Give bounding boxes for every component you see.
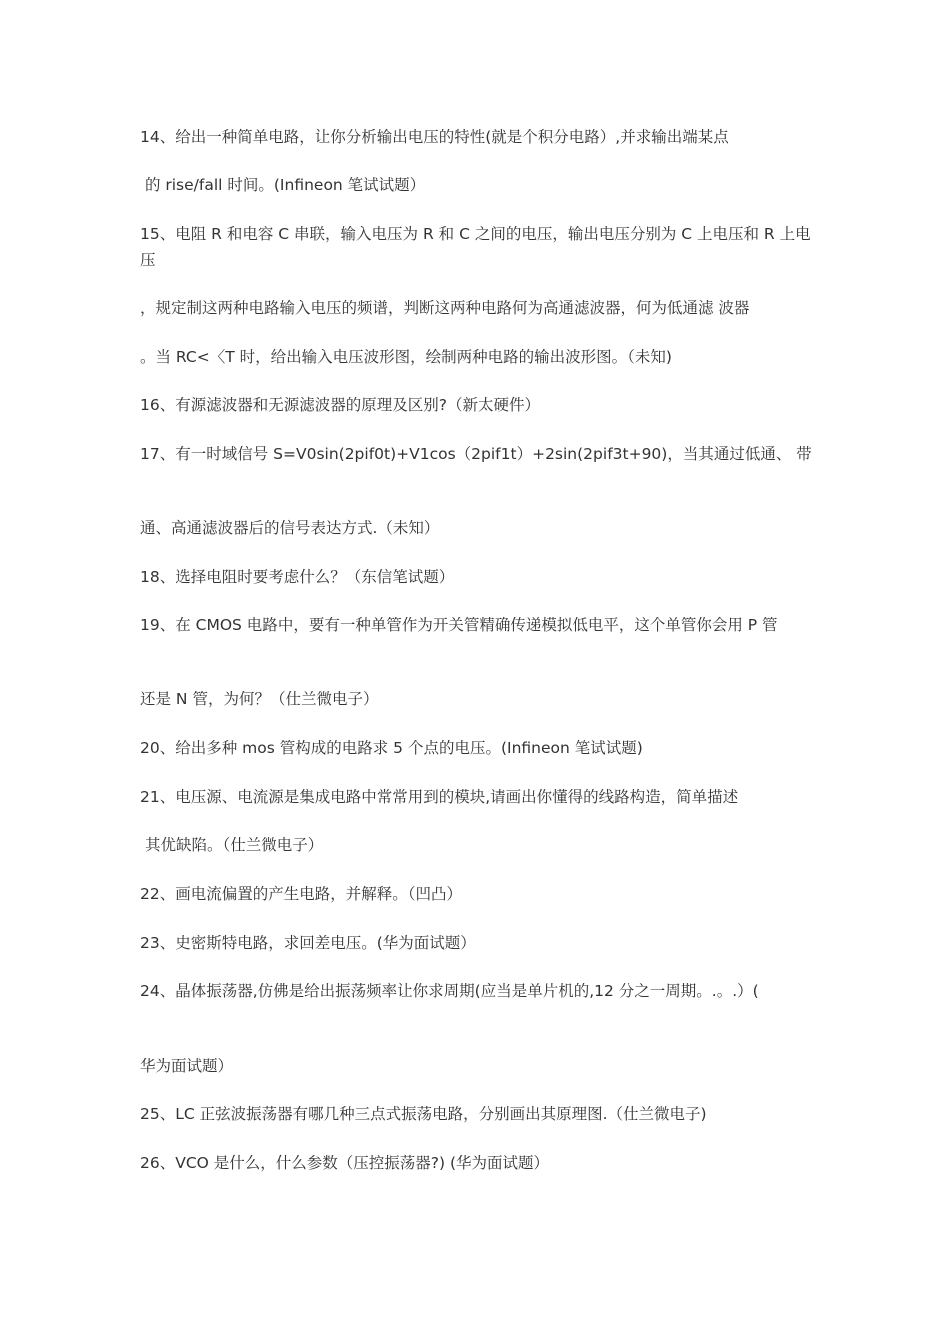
text-line-q15-b: ，规定制这两种电路输入电压的频谱，判断这两种电路何为高通滤波器，何为低通滤 波器 xyxy=(140,299,750,317)
text-line-q14-b: 的 rise/fall 时间。(Infineon 笔试试题） xyxy=(140,176,426,194)
text-line-q22: 22、画电流偏置的产生电路，并解释。（凹凸） xyxy=(140,885,462,903)
text-line-q24-a: 24、晶体振荡器,仿佛是给出振荡频率让你求周期(应当是单片机的,12 分之一周期。.。.）( xyxy=(140,982,759,1000)
text-line-q20: 20、给出多种 mos 管构成的电路求 5 个点的电压。(Infineon 笔试试题) xyxy=(140,739,643,757)
text-line-q21-a: 21、电压源、电流源是集成电路中常常用到的模块,请画出你懂得的线路构造，简单描述 xyxy=(140,788,739,806)
text-line-q23: 23、史密斯特电路，求回差电压。(华为面试题） xyxy=(140,934,476,952)
text-line-q24-b: 华为面试题） xyxy=(140,1057,234,1075)
text-line-q19-b: 还是 N 管，为何？（仕兰微电子） xyxy=(140,690,379,708)
text-line-q15-a: 15、电阻 R 和电容 C 串联，输入电压为 R 和 C 之间的电压，输出电压分别为 C 上电压和 R 上电 压 xyxy=(140,225,816,269)
text-line-q19-a: 19、在 CMOS 电路中，要有一种单管作为开关管精确传递模拟低电平，这个单管你会用 P 管 xyxy=(140,616,778,634)
text-line-q26: 26、VCO 是什么，什么参数（压控振荡器?) (华为面试题） xyxy=(140,1154,550,1172)
text-line-q17-b: 通、高通滤波器后的信号表达方式.（未知） xyxy=(140,519,440,537)
text-line-q15-c: 。当 RC<〈T 时，给出输入电压波形图，绘制两种电路的输出波形图。（未知) xyxy=(140,348,672,366)
text-line-q21-b: 其优缺陷。（仕兰微电子） xyxy=(140,836,324,854)
text-line-q16: 16、有源滤波器和无源滤波器的原理及区别?（新太硬件） xyxy=(140,396,540,414)
text-line-q18: 18、选择电阻时要考虑什么？（东信笔试题） xyxy=(140,568,455,586)
text-line-q17-a: 17、有一时域信号 S=V0sin(2pif0t)+V1cos（2pif1t）+2sin(2pif3t+90)，当其通过低通、 带 xyxy=(140,445,812,463)
text-line-q25: 25、LC 正弦波振荡器有哪几种三点式振荡电路，分别画出其原理图.（仕兰微电子) xyxy=(140,1105,707,1123)
text-line-q14-a: 14、给出一种简单电路，让你分析输出电压的特性(就是个积分电路）,并求输出端某点 xyxy=(140,128,729,146)
